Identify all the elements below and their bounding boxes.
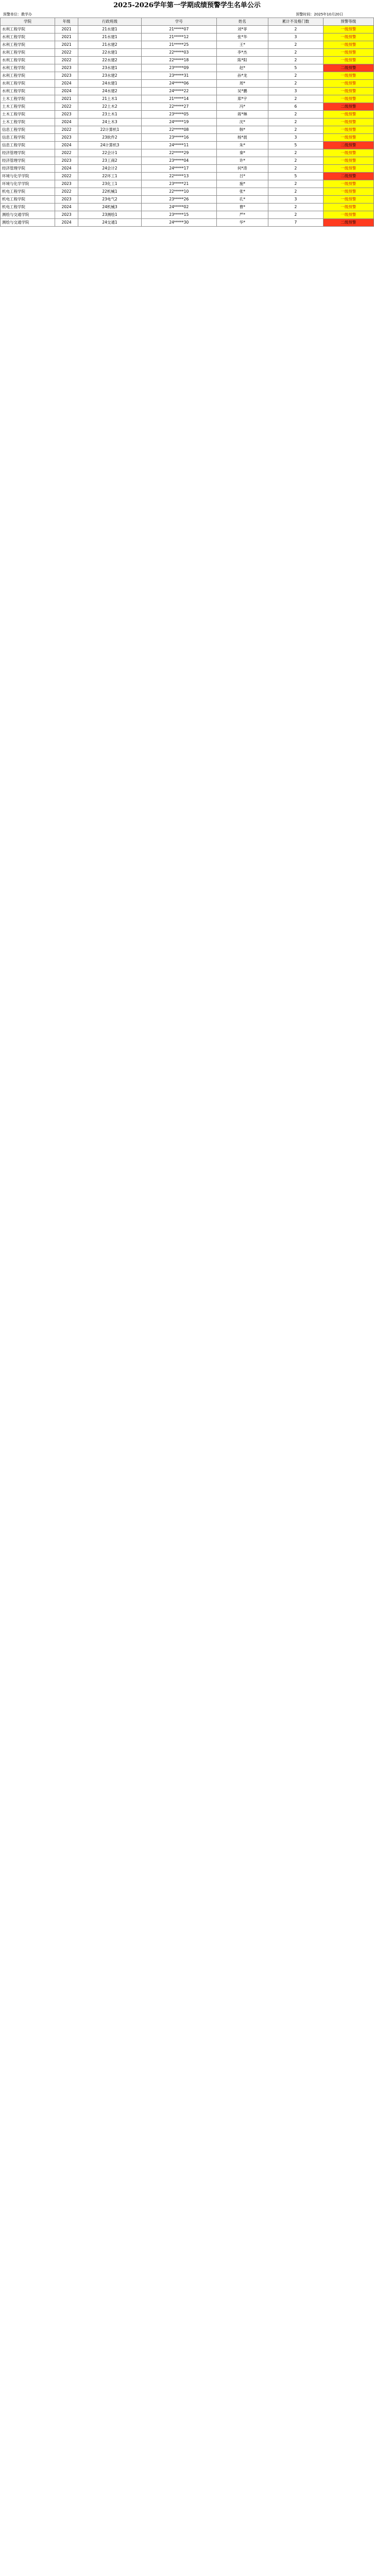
- cell-college: 水利工程学院: [1, 64, 55, 72]
- cell-name: 刘*菲: [216, 26, 268, 33]
- cell-class: 22环工1: [78, 173, 142, 180]
- cell-grade: 2024: [55, 204, 78, 211]
- cell-fail-count: 2: [268, 72, 323, 80]
- cell-class: 23化工1: [78, 180, 142, 188]
- cell-warning-level: 二级预警: [323, 103, 374, 111]
- cell-class: 21水建1: [78, 26, 142, 33]
- cell-warning-level: 一级预警: [323, 95, 374, 103]
- cell-class: 24机械3: [78, 204, 142, 211]
- cell-college: 经济管理学院: [1, 165, 55, 173]
- cell-class: 22会计1: [78, 149, 142, 157]
- cell-fail-count: 2: [268, 211, 323, 219]
- cell-college: 水利工程学院: [1, 26, 55, 33]
- cell-fail-count: 2: [268, 41, 323, 49]
- table-row: [1, 49, 374, 57]
- cell-grade: 2022: [55, 173, 78, 180]
- cell-college: 土木工程学院: [1, 118, 55, 126]
- col-header-student-id: 学号: [142, 18, 216, 26]
- cell-warning-level: 一级预警: [323, 88, 374, 95]
- cell-student-id: 22*****10: [142, 188, 216, 196]
- cell-fail-count: 6: [268, 103, 323, 111]
- cell-name: 韩*: [216, 126, 268, 134]
- table-row: [1, 134, 374, 142]
- cell-student-id: 24*****22: [142, 88, 216, 95]
- cell-college: 信息工程学院: [1, 134, 55, 142]
- cell-name: 陈*阳: [216, 57, 268, 64]
- table-row: [1, 204, 374, 211]
- cell-name: 张*华: [216, 33, 268, 41]
- cell-student-id: 23*****09: [142, 64, 216, 72]
- cell-name: 周*: [216, 80, 268, 88]
- cell-class: 24会计2: [78, 165, 142, 173]
- cell-college: 经济管理学院: [1, 149, 55, 157]
- cell-class: 24计算机3: [78, 142, 142, 149]
- cell-student-id: 23*****26: [142, 196, 216, 204]
- cell-fail-count: 5: [268, 64, 323, 72]
- cell-fail-count: 2: [268, 118, 323, 126]
- cell-college: 水利工程学院: [1, 33, 55, 41]
- cell-warning-level: 二级预警: [323, 173, 374, 180]
- cell-grade: 2021: [55, 41, 78, 49]
- cell-college: 土木工程学院: [1, 103, 55, 111]
- col-header-name: 姓名: [216, 18, 268, 26]
- cell-fail-count: 2: [268, 157, 323, 165]
- cell-name: 秦*: [216, 149, 268, 157]
- table-row: [1, 111, 374, 118]
- cell-grade: 2022: [55, 103, 78, 111]
- cell-name: 吴*鹏: [216, 88, 268, 95]
- cell-student-id: 22*****27: [142, 103, 216, 111]
- cell-warning-level: 一级预警: [323, 111, 374, 118]
- table-row: [1, 26, 374, 33]
- cell-college: 土木工程学院: [1, 95, 55, 103]
- footer-space: [0, 227, 374, 239]
- cell-college: 环境与化学学院: [1, 173, 55, 180]
- cell-warning-level: 二级预警: [323, 219, 374, 227]
- cell-student-id: 21*****07: [142, 26, 216, 33]
- cell-class: 24交通1: [78, 219, 142, 227]
- cell-student-id: 23*****16: [142, 134, 216, 142]
- col-header-class: 行政班级: [78, 18, 142, 26]
- cell-name: 赵*: [216, 64, 268, 72]
- cell-name: 郑*宇: [216, 95, 268, 103]
- cell-fail-count: 5: [268, 142, 323, 149]
- cell-grade: 2023: [55, 180, 78, 188]
- cell-warning-level: 一级预警: [323, 57, 374, 64]
- cell-college: 水利工程学院: [1, 80, 55, 88]
- cell-student-id: 24*****19: [142, 118, 216, 126]
- cell-fail-count: 5: [268, 173, 323, 180]
- cell-college: 机电工程学院: [1, 196, 55, 204]
- cell-college: 水利工程学院: [1, 72, 55, 80]
- cell-grade: 2023: [55, 72, 78, 80]
- cell-class: 23水建2: [78, 72, 142, 80]
- table-row: [1, 57, 374, 64]
- cell-warning-level: 一级预警: [323, 41, 374, 49]
- page-title: 2025-2026学年第一学期成绩预警学生名单公示: [113, 2, 261, 9]
- cell-fail-count: 3: [268, 33, 323, 41]
- cell-name: 王*: [216, 41, 268, 49]
- cell-name: 华*: [216, 219, 268, 227]
- cell-fail-count: 2: [268, 57, 323, 64]
- cell-college: 环境与化学学院: [1, 180, 55, 188]
- cell-grade: 2023: [55, 134, 78, 142]
- left-meta: 预警单位：教学办: [3, 12, 32, 16]
- cell-student-id: 23*****05: [142, 111, 216, 118]
- cell-warning-level: 一级预警: [323, 149, 374, 157]
- cell-student-id: 23*****04: [142, 157, 216, 165]
- cell-student-id: 21*****25: [142, 41, 216, 49]
- cell-fail-count: 2: [268, 126, 323, 134]
- cell-grade: 2022: [55, 49, 78, 57]
- cell-warning-level: 一级预警: [323, 26, 374, 33]
- cell-name: 李*杰: [216, 49, 268, 57]
- cell-grade: 2021: [55, 33, 78, 41]
- cell-name: 吕*: [216, 173, 268, 180]
- cell-class: 22计算机1: [78, 126, 142, 134]
- cell-warning-level: 一级预警: [323, 157, 374, 165]
- cell-name: 孔*: [216, 196, 268, 204]
- cell-name: 许*: [216, 157, 268, 165]
- table-row: [1, 72, 374, 80]
- cell-class: 23测绘1: [78, 211, 142, 219]
- cell-student-id: 24*****02: [142, 204, 216, 211]
- cell-college: 机电工程学院: [1, 188, 55, 196]
- cell-college: 测绘与交通学院: [1, 211, 55, 219]
- table-row: [1, 188, 374, 196]
- cell-student-id: 24*****06: [142, 80, 216, 88]
- cell-fail-count: 2: [268, 80, 323, 88]
- cell-fail-count: 2: [268, 26, 323, 33]
- cell-fail-count: 2: [268, 180, 323, 188]
- cell-class: 24水建1: [78, 80, 142, 88]
- cell-warning-level: 一级预警: [323, 211, 374, 219]
- table-row: [1, 196, 374, 204]
- cell-name: 施*: [216, 180, 268, 188]
- table-row: [1, 103, 374, 111]
- cell-fail-count: 2: [268, 111, 323, 118]
- cell-grade: 2023: [55, 196, 78, 204]
- cell-college: 经济管理学院: [1, 157, 55, 165]
- cell-fail-count: 3: [268, 196, 323, 204]
- cell-student-id: 24*****11: [142, 142, 216, 149]
- cell-grade: 2023: [55, 64, 78, 72]
- cell-college: 水利工程学院: [1, 57, 55, 64]
- cell-warning-level: 一级预警: [323, 80, 374, 88]
- table-row: [1, 95, 374, 103]
- cell-grade: 2023: [55, 111, 78, 118]
- cell-name: 冯*: [216, 103, 268, 111]
- cell-student-id: 22*****18: [142, 57, 216, 64]
- cell-student-id: 24*****17: [142, 165, 216, 173]
- cell-student-id: 21*****14: [142, 95, 216, 103]
- cell-grade: 2022: [55, 126, 78, 134]
- cell-class: 21水建1: [78, 33, 142, 41]
- cell-name: 张*: [216, 188, 268, 196]
- cell-student-id: 23*****31: [142, 72, 216, 80]
- cell-student-id: 22*****03: [142, 49, 216, 57]
- cell-class: 22水建1: [78, 49, 142, 57]
- cell-warning-level: 二级预警: [323, 142, 374, 149]
- cell-warning-level: 一级预警: [323, 180, 374, 188]
- cell-warning-level: 一级预警: [323, 33, 374, 41]
- cell-class: 24土木3: [78, 118, 142, 126]
- cell-fail-count: 2: [268, 149, 323, 157]
- table-row: [1, 33, 374, 41]
- cell-college: 水利工程学院: [1, 88, 55, 95]
- cell-grade: 2022: [55, 57, 78, 64]
- cell-warning-level: 一级预警: [323, 165, 374, 173]
- cell-warning-level: 一级预警: [323, 134, 374, 142]
- table-row: [1, 173, 374, 180]
- cell-student-id: 23*****21: [142, 180, 216, 188]
- cell-name: 朱*: [216, 142, 268, 149]
- cell-student-id: 22*****29: [142, 149, 216, 157]
- cell-class: 22水建2: [78, 57, 142, 64]
- warning-table: [0, 18, 374, 227]
- cell-grade: 2022: [55, 188, 78, 196]
- table-row: [1, 126, 374, 134]
- cell-warning-level: 一级预警: [323, 188, 374, 196]
- cell-grade: 2024: [55, 80, 78, 88]
- cell-warning-level: 二级预警: [323, 64, 374, 72]
- table-row: [1, 165, 374, 173]
- cell-fail-count: 7: [268, 219, 323, 227]
- cell-student-id: 21*****12: [142, 33, 216, 41]
- cell-class: 23软件2: [78, 134, 142, 142]
- notice-sheet: [0, 0, 374, 239]
- cell-fail-count: 2: [268, 165, 323, 173]
- table-body: [1, 26, 374, 227]
- cell-warning-level: 一级预警: [323, 196, 374, 204]
- cell-student-id: 22*****13: [142, 173, 216, 180]
- cell-name: 曹*: [216, 204, 268, 211]
- right-meta: 预警时间：2025年10月20日: [296, 12, 343, 16]
- cell-name: 杨*晨: [216, 134, 268, 142]
- cell-name: 孙*龙: [216, 72, 268, 80]
- cell-fail-count: 2: [268, 49, 323, 57]
- cell-college: 水利工程学院: [1, 49, 55, 57]
- cell-class: 22土木2: [78, 103, 142, 111]
- cell-student-id: 24*****30: [142, 219, 216, 227]
- table-row: [1, 80, 374, 88]
- cell-grade: 2022: [55, 149, 78, 157]
- cell-college: 测绘与交通学院: [1, 219, 55, 227]
- cell-warning-level: 一级预警: [323, 72, 374, 80]
- cell-class: 21土木1: [78, 95, 142, 103]
- cell-class: 22机械1: [78, 188, 142, 196]
- cell-college: 信息工程学院: [1, 126, 55, 134]
- cell-warning-level: 一级预警: [323, 49, 374, 57]
- cell-name: 沈*: [216, 118, 268, 126]
- cell-grade: 2024: [55, 165, 78, 173]
- cell-fail-count: 2: [268, 188, 323, 196]
- cell-name: 严*: [216, 211, 268, 219]
- table-row: [1, 142, 374, 149]
- table-row: [1, 180, 374, 188]
- cell-college: 土木工程学院: [1, 111, 55, 118]
- cell-student-id: 22*****08: [142, 126, 216, 134]
- cell-fail-count: 3: [268, 134, 323, 142]
- cell-name: 何*涛: [216, 165, 268, 173]
- cell-college: 机电工程学院: [1, 204, 55, 211]
- cell-grade: 2023: [55, 157, 78, 165]
- cell-class: 23土木1: [78, 111, 142, 118]
- table-row: [1, 219, 374, 227]
- cell-grade: 2024: [55, 142, 78, 149]
- cell-grade: 2024: [55, 219, 78, 227]
- table-row: [1, 41, 374, 49]
- cell-fail-count: 2: [268, 204, 323, 211]
- cell-grade: 2021: [55, 95, 78, 103]
- cell-fail-count: 3: [268, 88, 323, 95]
- table-row: [1, 88, 374, 95]
- col-header-warning-level: 预警等级: [323, 18, 374, 26]
- col-header-fail-count: 累计不及格门数: [268, 18, 323, 26]
- cell-warning-level: 一级预警: [323, 118, 374, 126]
- cell-grade: 2021: [55, 26, 78, 33]
- cell-warning-level: 一级预警: [323, 204, 374, 211]
- table-row: [1, 149, 374, 157]
- table-row: [1, 157, 374, 165]
- table-row: [1, 64, 374, 72]
- cell-class: 23工商2: [78, 157, 142, 165]
- meta-line: [0, 11, 374, 18]
- cell-name: 蒋*琳: [216, 111, 268, 118]
- cell-class: 23水建1: [78, 64, 142, 72]
- col-header-college: 学院: [1, 18, 55, 26]
- cell-class: 24水建2: [78, 88, 142, 95]
- header-row: [1, 18, 374, 26]
- col-header-grade: 年级: [55, 18, 78, 26]
- cell-grade: 2024: [55, 88, 78, 95]
- cell-class: 23电气2: [78, 196, 142, 204]
- cell-grade: 2023: [55, 211, 78, 219]
- cell-grade: 2024: [55, 118, 78, 126]
- table-row: [1, 118, 374, 126]
- table-row: [1, 211, 374, 219]
- cell-warning-level: 一级预警: [323, 126, 374, 134]
- cell-fail-count: 2: [268, 95, 323, 103]
- cell-student-id: 23*****15: [142, 211, 216, 219]
- cell-college: 信息工程学院: [1, 142, 55, 149]
- cell-class: 21水建2: [78, 41, 142, 49]
- cell-college: 水利工程学院: [1, 41, 55, 49]
